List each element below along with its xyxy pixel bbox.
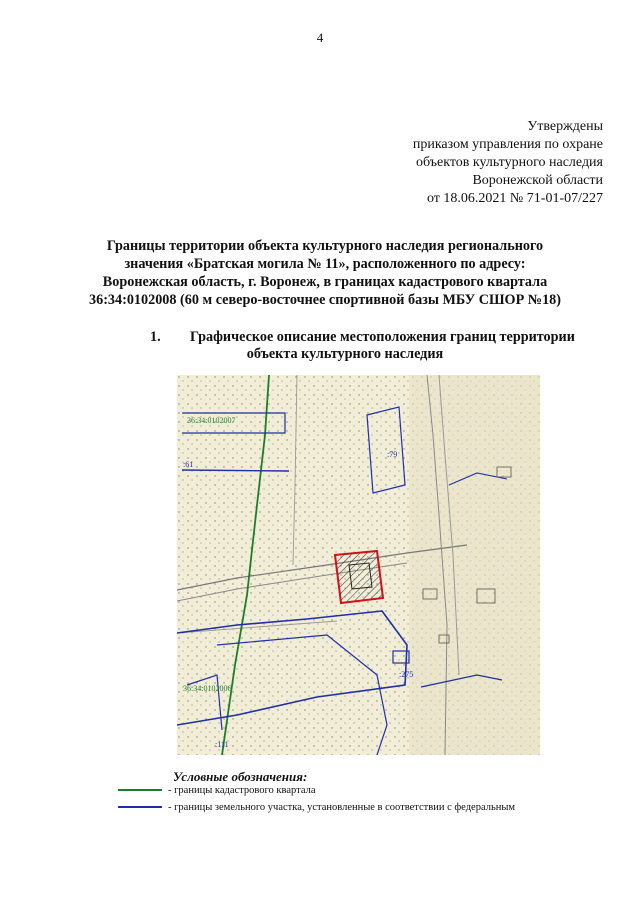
approval-block xyxy=(303,118,603,208)
title-line: Воронежская область, г. Воронеж, в границах кадастрового квартала xyxy=(102,274,548,290)
parcel-label: :61 xyxy=(183,460,194,469)
legend-swatch xyxy=(118,789,162,791)
legend-item-parcel xyxy=(118,800,515,814)
title-line: значения «Братская могила № 11», расположенного по адресу: xyxy=(124,256,526,272)
approval-line: Воронежской области xyxy=(472,173,603,188)
title-line: Границы территории объекта культурного наследия регионального xyxy=(106,238,544,254)
heritage-territory-boundary xyxy=(335,551,383,603)
parcel-label: :111 xyxy=(215,740,229,749)
quarter-label: 36:34:0102006 xyxy=(183,684,232,693)
map-forest-area xyxy=(409,375,540,755)
parcel-boundary xyxy=(182,470,289,471)
parcel-label: :79 xyxy=(387,450,398,459)
title-line: 36:34:0102008 (60 м северо-восточнее спортивной базы МБУ СШОР №18) xyxy=(89,292,561,308)
legend-label: - границы кадастрового квартала xyxy=(168,784,316,796)
parcel-label: :275 xyxy=(399,670,414,679)
quarter-label: 36:34:0102007 xyxy=(187,416,236,425)
section-title-line2: объекта культурного наследия xyxy=(246,346,444,362)
approval-line: объектов культурного наследия xyxy=(415,155,603,170)
legend-item-quarter xyxy=(118,783,315,797)
document-title xyxy=(40,237,610,309)
legend-label: - границы земельного участка, установленные в соответствии с федеральным xyxy=(168,801,516,813)
legend-title: Условные обозначения: xyxy=(173,769,308,784)
page-number: 4 xyxy=(316,30,324,45)
approval-line: приказом управления по охране xyxy=(412,137,603,152)
legend-swatch xyxy=(118,806,162,808)
cadastral-map xyxy=(177,375,540,755)
section-number: 1. xyxy=(150,329,161,345)
approval-line: от 18.06.2021 № 71-01-07/227 xyxy=(426,191,603,206)
section-title-line1: Графическое описание местоположения границ территории xyxy=(190,329,575,345)
approval-line: Утверждены xyxy=(527,119,603,134)
cadastral-map-drawing xyxy=(177,375,540,755)
